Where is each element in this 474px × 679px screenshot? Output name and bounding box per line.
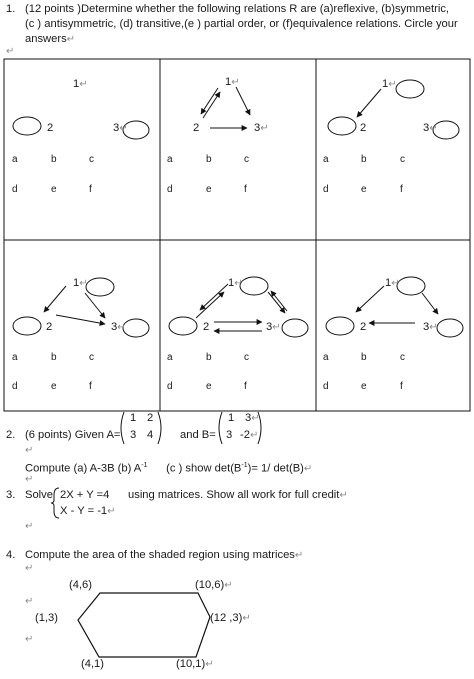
edge-2-1 <box>196 292 224 318</box>
vertex-label-12-3: (12 ,3)↵ <box>210 612 251 624</box>
loop-node-1 <box>86 278 114 296</box>
choice-c[interactable]: c <box>400 352 405 363</box>
paragraph-mark: ↵ <box>25 563 34 574</box>
node-label-3: 3↵ <box>111 321 126 333</box>
vertex-label-10-6: (10,6)↵ <box>195 579 233 591</box>
q3-solve: Solve <box>25 489 53 501</box>
edge-1-3 <box>236 87 250 115</box>
choice-a[interactable]: a <box>323 154 329 165</box>
loop-node-2 <box>326 317 354 335</box>
choice-b[interactable]: b <box>361 154 367 165</box>
node-label-3: 3↵ <box>113 122 128 134</box>
paragraph-mark: ↵ <box>25 596 34 607</box>
loop-node-2 <box>13 317 41 335</box>
node-label-2: 2 <box>47 122 54 134</box>
node-label-2: 2 <box>360 321 367 333</box>
vertex-label-1-3: (1,3) <box>35 612 59 624</box>
choice-f[interactable]: f <box>89 381 92 392</box>
relation-graph-1 <box>13 117 149 139</box>
matrix-a-r2c1: 3 <box>130 429 137 441</box>
choice-c[interactable]: c <box>89 154 94 165</box>
choice-d[interactable]: d <box>323 381 329 392</box>
choice-b[interactable]: b <box>361 352 367 363</box>
matrix-b-r2c1: 3 <box>226 429 233 441</box>
choice-e[interactable]: e <box>206 184 212 195</box>
choice-a[interactable]: a <box>12 352 18 363</box>
q1-number: 1. <box>6 3 16 15</box>
q3-number: 3. <box>6 489 16 501</box>
choice-a[interactable]: a <box>167 352 173 363</box>
q2-intro: (6 points) Given A= <box>25 429 121 441</box>
edge-2-3 <box>56 315 105 324</box>
paragraph-mark: ↵ <box>25 474 34 485</box>
edge-1-2 <box>44 286 66 312</box>
choice-f[interactable]: f <box>244 184 247 195</box>
node-label-1: 1↵ <box>382 78 397 90</box>
q1-text-line1: (12 points )Determine whether the following relations R are (a)reflexive, (b)symmetric, <box>25 3 450 15</box>
node-label-3: 3↵ <box>423 321 438 333</box>
q1-text-line3: answers↵ <box>25 33 76 45</box>
node-label-1: 1↵ <box>73 78 88 90</box>
edge-1-2 <box>357 89 381 117</box>
edge-3-1 <box>271 291 287 311</box>
choice-e[interactable]: e <box>361 184 367 195</box>
q1-text-line2: (c ) antisymmetric, (d) transitive,(e ) partial order, or (f)equivalence relations. Circle your <box>25 18 458 30</box>
node-label-1: 1↵ <box>225 76 240 88</box>
edge-1-3 <box>422 293 438 314</box>
choice-f[interactable]: f <box>400 381 403 392</box>
choice-d[interactable]: d <box>167 184 173 195</box>
choice-f[interactable]: f <box>400 184 403 195</box>
node-label-2: 2 <box>203 321 210 333</box>
paragraph-mark: ↵ <box>25 445 34 456</box>
choice-d[interactable]: d <box>167 381 173 392</box>
choice-d[interactable]: d <box>12 381 18 392</box>
q2-number: 2. <box>6 429 16 441</box>
choice-a[interactable]: a <box>167 154 173 165</box>
node-label-2: 2 <box>193 122 200 134</box>
edge-1-3 <box>85 293 105 318</box>
loop-node-3 <box>437 319 463 337</box>
loop-node-2 <box>328 117 356 135</box>
choice-b[interactable]: b <box>206 154 212 165</box>
q3-equation-2: X - Y = -1↵ <box>60 505 116 517</box>
matrix-a-r2c2: 4 <box>147 429 154 441</box>
choice-f[interactable]: f <box>89 184 92 195</box>
choice-a[interactable]: a <box>323 352 329 363</box>
matrix-a-r1c1: 1 <box>130 412 137 424</box>
vertex-label-4-6: (4,6) <box>69 579 93 591</box>
choice-c[interactable]: c <box>89 352 94 363</box>
choice-c[interactable]: c <box>244 154 249 165</box>
q4-number: 4. <box>6 549 16 561</box>
matrix-b-r2c2: -2↵ <box>240 429 259 441</box>
q2-and-b: and B= <box>180 429 216 441</box>
edge-1-2 <box>201 88 218 114</box>
edge-2-1 <box>203 92 220 118</box>
node-label-3: 3↵ <box>254 122 269 134</box>
choice-e[interactable]: e <box>206 381 212 392</box>
node-label-2: 2 <box>46 321 53 333</box>
loop-node-1 <box>240 277 268 295</box>
vertex-label-10-1: (10,1)↵ <box>176 658 214 670</box>
edge-1-3 <box>268 292 285 313</box>
node-label-1: 1↵ <box>385 277 400 289</box>
paragraph-mark: ↵ <box>6 46 15 57</box>
choice-a[interactable]: a <box>12 154 18 165</box>
edge-1-2 <box>200 284 228 310</box>
loop-node-3 <box>123 319 149 337</box>
edge-1-2 <box>356 286 384 312</box>
q3-equation-1: 2X + Y =4 <box>60 489 110 501</box>
node-label-3: 3↵ <box>423 122 438 134</box>
matrix-b-r1c1: 1 <box>228 412 235 424</box>
choice-b[interactable]: b <box>51 352 57 363</box>
relation-graph-2 <box>201 87 250 128</box>
paragraph-mark: ↵ <box>25 634 34 645</box>
choice-d[interactable]: d <box>323 184 329 195</box>
q3-instruction: using matrices. Show all work for full credit↵ <box>128 489 348 501</box>
choice-f[interactable]: f <box>244 381 247 392</box>
vertex-label-4-1: (4,1) <box>81 658 105 670</box>
matrix-a-r1c2: 2 <box>147 412 154 424</box>
loop-node-3 <box>282 319 308 337</box>
choice-c[interactable]: c <box>244 352 249 363</box>
node-label-2: 2 <box>360 122 367 134</box>
choice-d[interactable]: d <box>12 184 18 195</box>
hexagon-outline <box>78 593 210 657</box>
q2-compute: Compute (a) A-3B (b) $A^{-1}$ (c ) show $\det(B^{-1})= 1/$ det(B)↵ <box>25 462 313 475</box>
choice-b[interactable]: b <box>206 352 212 363</box>
loop-node-1 <box>396 80 424 98</box>
choice-e[interactable]: e <box>51 184 57 195</box>
node-label-3: 3↵ <box>266 321 281 333</box>
node-label-1: 1↵ <box>228 277 243 289</box>
loop-node-2 <box>13 117 41 135</box>
q4-text: Compute the area of the shaded region using matrices↵ <box>25 549 304 561</box>
choice-e[interactable]: e <box>51 381 57 392</box>
matrix-b-r1c2: 3↵ <box>245 412 260 424</box>
node-label-1: 1↵ <box>73 277 88 289</box>
choice-c[interactable]: c <box>400 154 405 165</box>
loop-node-2 <box>169 317 197 335</box>
choice-b[interactable]: b <box>51 154 57 165</box>
choice-e[interactable]: e <box>361 381 367 392</box>
loop-node-1 <box>397 277 425 295</box>
paragraph-mark: ↵ <box>25 521 34 532</box>
